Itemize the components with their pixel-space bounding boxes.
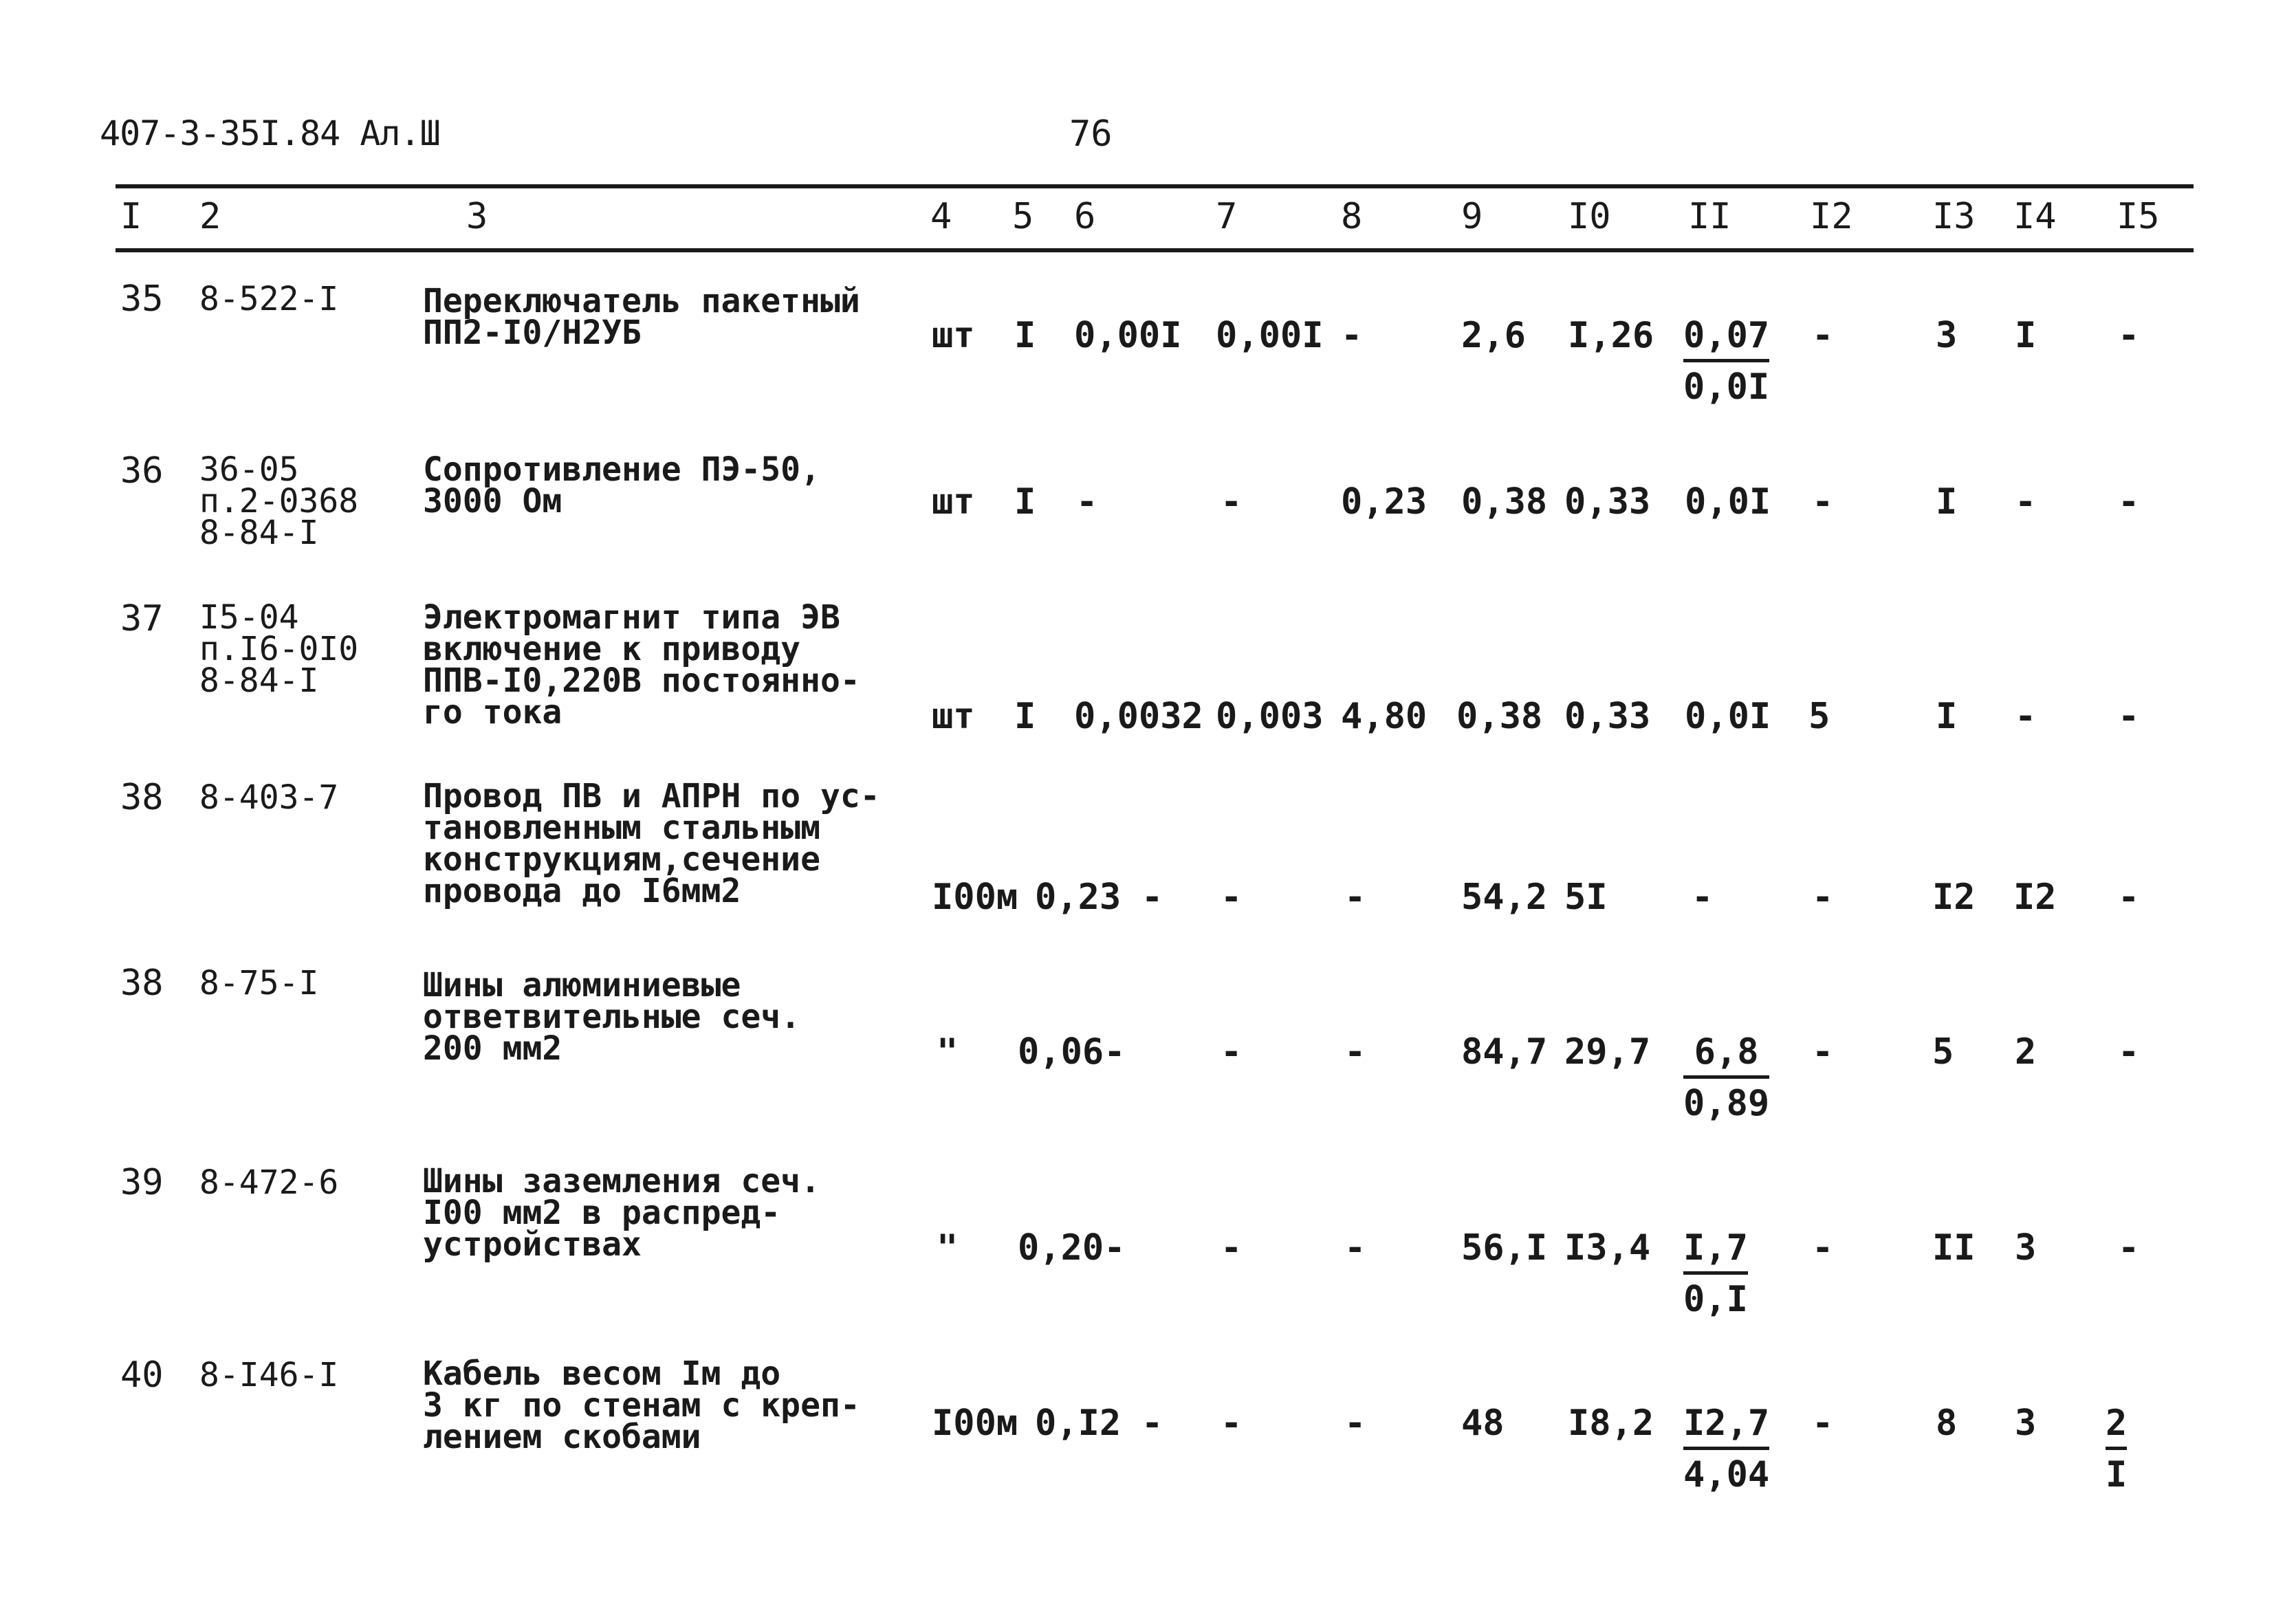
row-number: 35 — [120, 278, 164, 320]
row-description: Провод ПВ и АПРН по ус- тановленным стальным конструкциям,сечение провода до I6мм2 — [423, 777, 880, 910]
row-qty: I — [1014, 481, 1036, 523]
row-qty: 0,I2 — [1035, 1403, 1122, 1444]
row-col13: 5 — [1932, 1031, 1954, 1073]
row-code: 36-05 п.2-0368 8-84-I — [199, 450, 359, 552]
row-code-line: 8-403-7 — [199, 778, 339, 817]
row-description: Электромагнит типа ЭВ включение к приводу ППВ-I0,220В постоянно- го тока — [423, 598, 860, 732]
row-unit: I00м — [932, 1403, 1018, 1444]
row-col12: - — [1812, 315, 1834, 356]
row-code: I5-04 п.I6-0I0 8-84-I — [199, 598, 359, 700]
column-header-1: I — [120, 196, 142, 237]
row-col12: - — [1812, 1403, 1834, 1444]
row-col12: - — [1812, 1031, 1834, 1073]
row-col13: 8 — [1936, 1403, 1958, 1444]
column-header-5: 5 — [1012, 196, 1034, 237]
row-col11: - — [1692, 877, 1714, 918]
column-header-4: 4 — [930, 196, 952, 237]
row-qty: I — [1014, 696, 1036, 737]
row-col12: - — [1812, 877, 1834, 918]
row-col14: I2 — [2013, 877, 2057, 918]
row-col12: - — [1812, 481, 1834, 523]
row-col12: 5 — [1808, 696, 1830, 737]
row-col8: - — [1344, 1403, 1366, 1444]
row-col15: - — [2118, 1227, 2140, 1269]
row-code-line: 8-75-I — [199, 964, 319, 1002]
row-col7: 0,003 — [1216, 696, 1324, 737]
row-col7: - — [1221, 1227, 1243, 1269]
column-header-11: II — [1688, 196, 1731, 237]
row-col10: 0,33 — [1564, 696, 1651, 737]
column-header-8: 8 — [1341, 196, 1363, 237]
column-header-7: 7 — [1216, 196, 1238, 237]
column-header-9: 9 — [1461, 196, 1483, 237]
row-number: 39 — [120, 1162, 164, 1203]
row-unit: шт — [932, 315, 975, 356]
row-qty: I — [1014, 315, 1036, 356]
row-col15-fraction: $\frac{2}{I}$ — [2106, 1403, 2128, 1495]
row-col14: 2 — [2015, 1031, 2037, 1073]
row-col10: I3,4 — [1564, 1227, 1651, 1269]
row-col14: - — [2015, 481, 2037, 523]
column-header-2: 2 — [199, 196, 221, 237]
row-col8: - — [1341, 315, 1363, 356]
row-col15: - — [2118, 481, 2140, 523]
row-col13: I2 — [1932, 877, 1976, 918]
row-qty: 0,23 — [1035, 877, 1122, 918]
row-col8: - — [1344, 877, 1366, 918]
row-unit: шт — [932, 481, 975, 523]
row-number: 36 — [120, 450, 164, 492]
row-col8: - — [1344, 1031, 1366, 1073]
row-col15: - — [2118, 315, 2140, 356]
row-code-line: 8-I46-I — [199, 1356, 339, 1394]
row-col9: 56,I — [1461, 1227, 1548, 1269]
row-col13: I — [1936, 481, 1958, 523]
row-col14: 3 — [2015, 1403, 2037, 1444]
table-top-rule — [116, 184, 2194, 188]
row-col6: - — [1141, 1403, 1163, 1444]
row-col9: 54,2 — [1461, 877, 1548, 918]
row-col13: II — [1932, 1227, 1976, 1269]
row-col11-fraction: $\frac{I,7}{0,I}$ — [1683, 1227, 1748, 1320]
row-col13: I — [1936, 696, 1958, 737]
row-number: 37 — [120, 598, 164, 639]
row-col13: 3 — [1936, 315, 1958, 356]
row-col11-fraction: $\frac{I2,7}{4,04}$ — [1683, 1403, 1770, 1495]
row-col8: 4,80 — [1341, 696, 1428, 737]
row-unit: " — [937, 1031, 959, 1073]
row-col12: - — [1812, 1227, 1834, 1269]
row-col10: 5I — [1564, 877, 1608, 918]
row-col10: I,26 — [1568, 315, 1654, 356]
row-col9: 0,38 — [1461, 481, 1548, 523]
row-col11-fraction: $\frac{0,07}{0,0I}$ — [1683, 315, 1770, 408]
column-header-3: 3 — [466, 196, 488, 237]
document-code: 407-3-35I.84 Ал.Ш — [100, 113, 440, 153]
row-col10: 0,33 — [1564, 481, 1651, 523]
row-description: Шины алюминиевые ответвительные сеч. 200 мм2 — [423, 966, 801, 1068]
row-col15: - — [2118, 1031, 2140, 1073]
column-header-15: I5 — [2117, 196, 2160, 237]
row-col6: - — [1141, 877, 1163, 918]
row-code-line: 8-522-I — [199, 280, 339, 318]
row-col14: 3 — [2015, 1227, 2037, 1269]
row-col11-fraction: $\frac{6,8}{0,89}$ — [1683, 1031, 1770, 1124]
row-col7: - — [1221, 1403, 1243, 1444]
row-description: Шины заземления сеч. I00 мм2 в распред- устройствах — [423, 1162, 820, 1264]
row-col7: - — [1221, 481, 1243, 523]
row-number: 38 — [120, 963, 164, 1004]
row-col6: 0,0032 — [1074, 696, 1203, 737]
row-col7: 0,00I — [1216, 315, 1324, 356]
row-col11: 0,0I — [1685, 481, 1771, 523]
row-col6: 0,00I — [1074, 315, 1182, 356]
row-col7: - — [1221, 1031, 1243, 1073]
row-number: 40 — [120, 1354, 164, 1396]
row-col9: 48 — [1461, 1403, 1505, 1444]
row-description: Сопротивление ПЭ-50, 3000 Ом — [423, 450, 820, 520]
row-col14: - — [2015, 696, 2037, 737]
page-number: 76 — [1069, 113, 1113, 155]
row-description: Кабель весом Iм до 3 кг по стенам с креп- лением скобами — [423, 1354, 860, 1456]
row-col11: 0,0I — [1685, 696, 1771, 737]
column-header-12: I2 — [1810, 196, 1853, 237]
row-unit: I00м — [932, 877, 1018, 918]
row-col9: 2,6 — [1461, 315, 1526, 356]
row-description: Переключатель пакетный ПП2-I0/Н2УБ — [423, 282, 860, 352]
row-qty: 0,06- — [1018, 1031, 1126, 1073]
row-number: 38 — [120, 777, 164, 818]
row-col9: 0,38 — [1456, 696, 1543, 737]
column-header-10: I0 — [1568, 196, 1611, 237]
row-qty: 0,20- — [1018, 1227, 1126, 1269]
row-col14: I — [2015, 315, 2037, 356]
row-col7: - — [1221, 877, 1243, 918]
row-code-line: 8-472-6 — [199, 1163, 339, 1202]
row-col15: - — [2118, 696, 2140, 737]
row-unit: " — [937, 1227, 959, 1269]
column-header-13: I3 — [1932, 196, 1976, 237]
row-col6: - — [1076, 481, 1098, 523]
row-col15: - — [2118, 877, 2140, 918]
column-header-6: 6 — [1074, 196, 1096, 237]
row-col10: 29,7 — [1564, 1031, 1651, 1073]
row-col8: 0,23 — [1341, 481, 1428, 523]
row-col8: - — [1344, 1227, 1366, 1269]
table-header-rule — [116, 248, 2194, 252]
row-col10: I8,2 — [1568, 1403, 1654, 1444]
row-unit: шт — [932, 696, 975, 737]
row-col9: 84,7 — [1461, 1031, 1548, 1073]
column-header-14: I4 — [2013, 196, 2057, 237]
